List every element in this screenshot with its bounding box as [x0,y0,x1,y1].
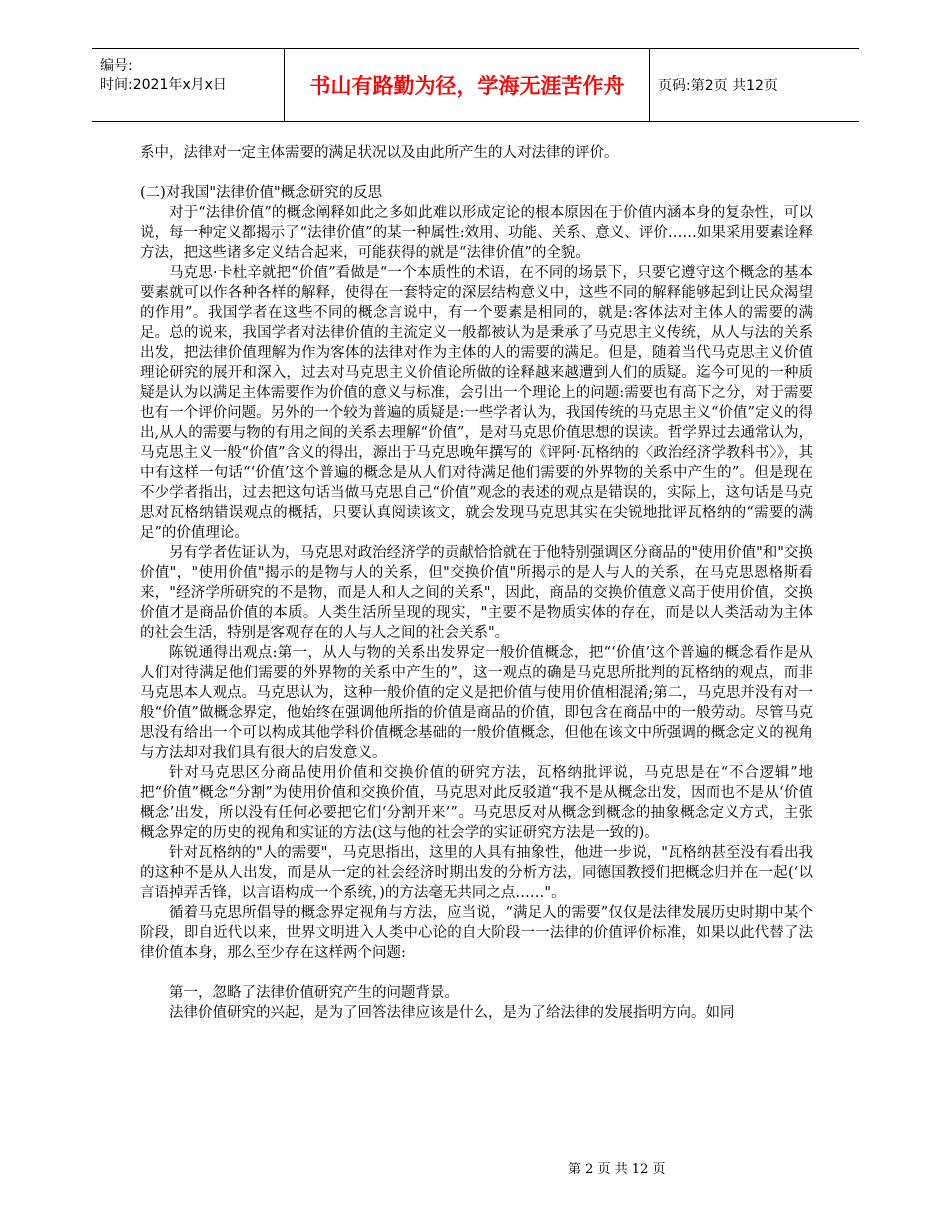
page-header [92,48,859,122]
paragraph: 陈锐通得出观点:第一，从人与物的关系出发界定一般价值概念，把“‘价值’这个普遍的概念看作是从人们对待满足他们需要的外界物的关系中产生的”，这一观点的确是马克思所批判的瓦格纳的观点，而非马克思本人观点。马克思认为，这种一般价值的定义是把价值与使用价值相混淆;第二，马克思并没有对一般“价值”做概念界定，他始终在强调他所指的价值是商品的价值，即包含在商品中的一般劳动。尽管马克思没有给出一个可以构成其他学科价值概念基础的一般价值概念，但他在该文中所强调的概念定义的视角与方法却对我们具有很大的启发意义。 [140,645,813,761]
header-meta [92,49,285,121]
paragraph: 循着马克思所倡导的概念界定视角与方法，应当说，“满足人的需要”仅仅是法律发展历史时期中某个阶段，即自近代以来，世界文明进入人类中心论的自大阶段一一法律的价值评价标准，如果以此代替了法律价值本身，那么至少存在这样两个问题: [140,905,813,961]
page-footer: 第 2 页 共 12 页 [568,1162,666,1177]
paragraph: 另有学者佐证认为，马克思对政治经济学的贡献恰恰就在于他特别强调区分商品的"使用价值"和"交换价值"，"使用价值"揭示的是物与人的关系，但"交换价值"所揭示的是人与人的关系，在马克思恩格斯看来，"经济学所研究的不是物，而是人和人之间的关系"，因此，商品的交换价值意义高于使用价值，交换价值才是商品价值的本质。人类生活所呈现的现实，"主要不是物质实体的存在，而是以人类活动为主体的社会生活，特别是客观存在的人与人之间的社会关系"。 [140,545,813,641]
paragraph: 针对马克思区分商品使用价值和交换价值的研究方法，瓦格纳批评说，马克思是在“不合逻辑”地把“价值”概念“分割”为使用价值和交换价值，马克思对此反驳道“我不是从概念出发，因而也不是从‘价值概念’出发，所以没有任何必要把它们‘分割开来’”。马克思反对从概念到概念的抽象概念定义方式，主张概念界定的历史的视角和实证的方法(这与他的社会学的实证研究方法是一致的)。 [140,765,813,841]
section-heading: (二)对我国"法律价值"概念研究的反思 [140,185,383,201]
document-number-label: 编号: [100,58,133,74]
paragraph: 法律价值研究的兴起，是为了回答法律应该是什么，是为了给法律的发展指明方向。如同 [169,1005,735,1021]
paragraph-continuation: 系中，法律对一定主体需要的满足状况以及由此所产生的人对法律的评价。 [140,145,619,161]
header-page-label: 页码:第2页 共12页 [658,78,778,94]
paragraph: 针对瓦格纳的"人的需要"，马克思指出，这里的人具有抽象性，他进一步说，"瓦格纳甚至没有看出我的这种不是从人出发，而是从一定的社会经济时期出发的分析方法，同德国教授们把概念归并在一起(‘以言语掉弄舌锋，以言语构成一个系统，)的方法毫无共同之点……"。 [140,845,813,901]
header-motto: 书山有路勤为径，学海无涯苦作舟 [285,49,650,121]
paragraph: 马克思·卡杜辛就把“价值”看做是“一个本质性的术语，在不同的场景下，只要它遵守这个概念的基本要素就可以作各种各样的解释，使得在一套特定的深层结构意义中，这些不同的解释能够起到让民众渴望的作用”。我国学者在这些不同的概念言说中，有一个要素是相同的，就是:客体法对主体人的需要的满足。总的说来，我国学者对法律价值的主流定义一般都被认为是秉承了马克思主义传统，从人与法的关系出发，把法律价值理解为作为客体的法律对作为主体的人的需要的满足。但是，随着当代马克思主义价值理论研究的展开和深入，过去对马克思主义价值论所做的诠释越来越遭到人们的质疑。迄今可见的一种质疑是认为以满足主体需要作为价值的意义与标准，会引出一个理论上的问题:需要也有高下之分，对于需要也有一个评价问题。另外的一个较为普遍的质疑是:一些学者认为，我国传统的马克思主义“价值”定义的得出,从人的需要与物的有用之间的关系去理解“价值”，是对马克思价值思想的误读。哲学界过去通常认为，马克思主义一般“价值”含义的得出，源出于马克思晚年撰写的《评阿·瓦格纳的〈政治经济学教科书〉》，其中有这样一句话“‘价值’这个普遍的概念是从人们对待满足他们需要的外界物的关系中产生的”。但是现在不少学者指出，过去把这句话当做马克思自己“价值”观念的表述的观点是错误的，实际上，这句话是马克思对瓦格纳错误观点的概括，只要认真阅读该文，就会发现马克思其实在尖锐地批评瓦格纳的“需要的满足”的价值理论。 [140,265,813,541]
document-time-label: 时间:2021年x月x日 [100,77,227,93]
paragraph: 对于“法律价值”的概念阐释如此之多如此难以形成定论的根本原因在于价值内涵本身的复杂性，可以说，每一种定义都揭示了“法律价值”的某一种属性:效用、功能、关系、意义、评价……如果采用要素诠释方法，把这些诸多定义结合起来，可能获得的就是“法律价值”的全貌。 [140,205,813,261]
document-body [140,143,813,1023]
paragraph: 第一，忽略了法律价值研究产生的问题背景。 [169,985,459,1001]
